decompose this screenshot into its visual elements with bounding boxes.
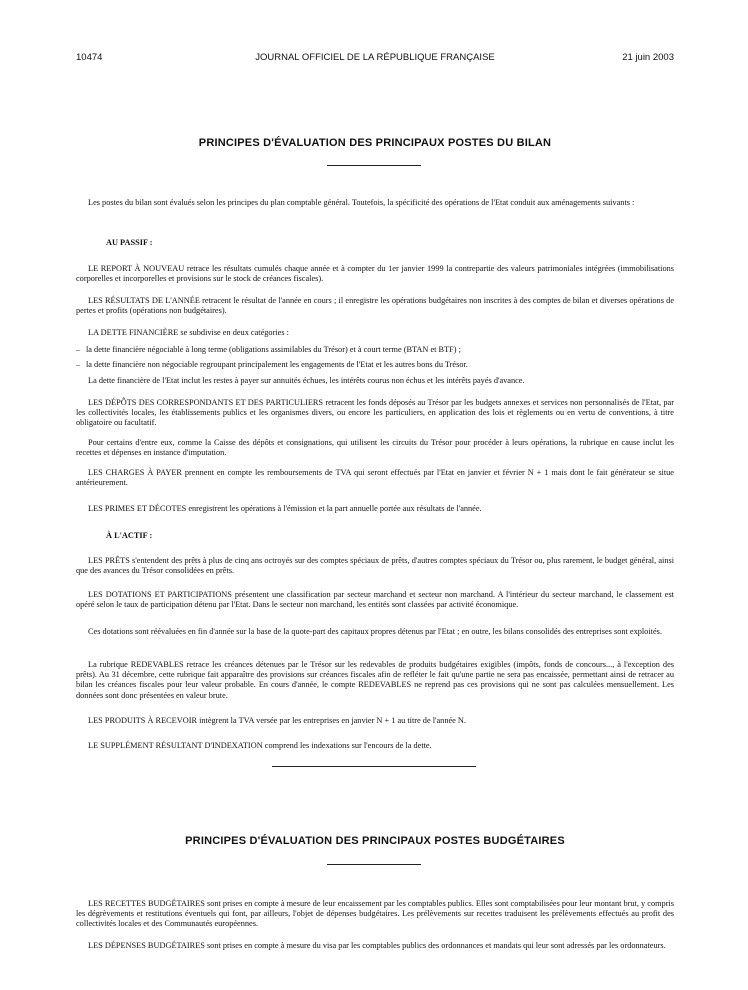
- supplement-paragraph: LE SUPPLÉMENT RÉSULTANT D'INDEXATION comprend les indexations sur l'encours de la dette.: [88, 741, 432, 750]
- passif-heading: AU PASSIF :: [106, 238, 153, 247]
- depots-paragraph: LES DÉPÔTS DES CORRESPONDANTS ET DES PARTICULIERS retracent les fonds déposés au Trésor par les budgets annexes et services non personnalisés de l'Etat, par les collectivités locales, les établissements publics et les organismes divers, ou encore les particuliers, en application des lois et règlements ou en vertu de conventions, à titre obligatoire ou facultatif.: [76, 398, 674, 428]
- dette-item: – la dette financière non négociable regroupant principalement les engagements de l'Etat et les autres bons du Trésor.: [76, 360, 674, 370]
- publication-date: 21 juin 2003: [622, 52, 674, 63]
- resultats-paragraph: LES RÉSULTATS DE L'ANNÉE retracent le résultat de l'année en cours ; il enregistre les opérations budgétaires non inscrites à des comptes de bilan et diverses opérations de pertes et profits (opérations non budgétaires).: [76, 296, 674, 316]
- depots-note: Pour certains d'entre eux, comme la Caisse des dépôts et consignations, qui utilisent les circuits du Trésor pour procéder à leurs opérations, la rubrique en cause inclut les recettes et dépenses en instance d'imputation.: [76, 438, 674, 458]
- page-header: [76, 52, 674, 66]
- dette-intro: LA DETTE FINANCIÈRE se subdivise en deux catégories :: [88, 328, 289, 337]
- title-rule: [327, 165, 421, 166]
- recettes-paragraph: LES RECETTES BUDGÉTAIRES sont prises en compte à mesure de leur encaissement par les comptables publics. Elles sont comptabilisées pour leur montant brut, y compris les dégrèvements et restitutions éventuels qui font, par ailleurs, l'objet de dépenses budgétaires. Les prélèvements sur recettes traduisent les prélèvements effectués au profit des collectivités locales et des Communautés européennes.: [76, 899, 674, 929]
- redevables-paragraph: La rubrique REDEVABLES retrace les créances détenues par le Trésor sur les redevables de produits budgétaires exigibles (impôts, fonds de concours..., à l'exception des prêts). Au 31 décembre, cette rubrique fait apparaître des provisions sur créances fiscales afin de refléter le fait qu'une partie ne sera pas encaissée, permettant ainsi de retracer au bilan les créances fiscales pour leur valeur probable. En cours d'année, le compte REDEVABLES ne reprend pas ces provisions qui ne sont pas calculées mensuellement. Les données sont donc présentées en valeur brute.: [76, 660, 674, 700]
- section-separator: [272, 766, 476, 767]
- dotations-note: Ces dotations sont réévaluées en fin d'année sur la base de la quote-part des capitaux propres détenus par l'Etat ; en outre, les bilans consolidés des entreprises sont exploités.: [88, 627, 662, 636]
- charges-paragraph: LES CHARGES À PAYER prennent en compte les remboursements de TVA qui seront effectués par l'Etat en janvier et février N + 1 mais dont le fait générateur se situe antérieurement.: [76, 468, 674, 488]
- primes-paragraph: LES PRIMES ET DÉCOTES enregistrent les opérations à l'émission et la part annuelle portée aux résultats de l'année.: [88, 504, 482, 513]
- actif-heading: À L'ACTIF :: [106, 531, 153, 540]
- title-rule: [327, 864, 421, 865]
- page-number: 10474: [76, 52, 103, 63]
- journal-title: JOURNAL OFFICIEL DE LA RÉPUBLIQUE FRANÇAISE: [255, 52, 495, 63]
- bilan-section-title: PRINCIPES D'ÉVALUATION DES PRINCIPAUX POSTES DU BILAN: [198, 137, 552, 149]
- dotations-paragraph: LES DOTATIONS ET PARTICIPATIONS présentent une classification par secteur marchand et secteur non marchand. A l'intérieur du secteur marchand, le classement est opéré selon le taux de participation détenu par l'Etat. Dans le secteur non marchand, les entités sont classées par activité économique.: [76, 590, 674, 610]
- dette-note: La dette financière de l'Etat inclut les restes à payer sur annuités échues, les intérêts courus non échus et les intérêts payés d'avance.: [88, 376, 525, 385]
- depenses-paragraph: LES DÉPENSES BUDGÉTAIRES sont prises en compte à mesure du visa par les comptables publics des ordonnances et mandats qui leur sont adressés par les ordonnateurs.: [88, 941, 666, 950]
- produits-paragraph: LES PRODUITS À RECEVOIR intègrent la TVA versée par les entreprises en janvier N + 1 au titre de l'année N.: [88, 716, 466, 725]
- dette-item: – la dette financière négociable à long terme (obligations assimilables du Trésor) et à court terme (BTAN et BTF) ;: [76, 345, 674, 355]
- bilan-intro: Les postes du bilan sont évalués selon les principes du plan comptable général. Toutefois, la spécificité des opérations de l'Etat conduit aux aménagements suivants :: [88, 198, 635, 207]
- budget-section-title: PRINCIPES D'ÉVALUATION DES PRINCIPAUX POSTES BUDGÉTAIRES: [185, 835, 565, 847]
- prets-paragraph: LES PRÊTS s'entendent des prêts à plus de cinq ans octroyés sur des comptes spéciaux de prêts, d'autres comptes spéciaux du Trésor ou, plus rarement, le budget général, ainsi que des avances du Trésor consolidées en prêts.: [76, 556, 674, 576]
- report-paragraph: LE REPORT À NOUVEAU retrace les résultats cumulés chaque année et à compter du 1er janvier 1999 la contrepartie des valeurs patrimoniales intégrées (immobilisations corporelles et incorporelles et provisions sur le stock de créances fiscales).: [76, 264, 674, 284]
